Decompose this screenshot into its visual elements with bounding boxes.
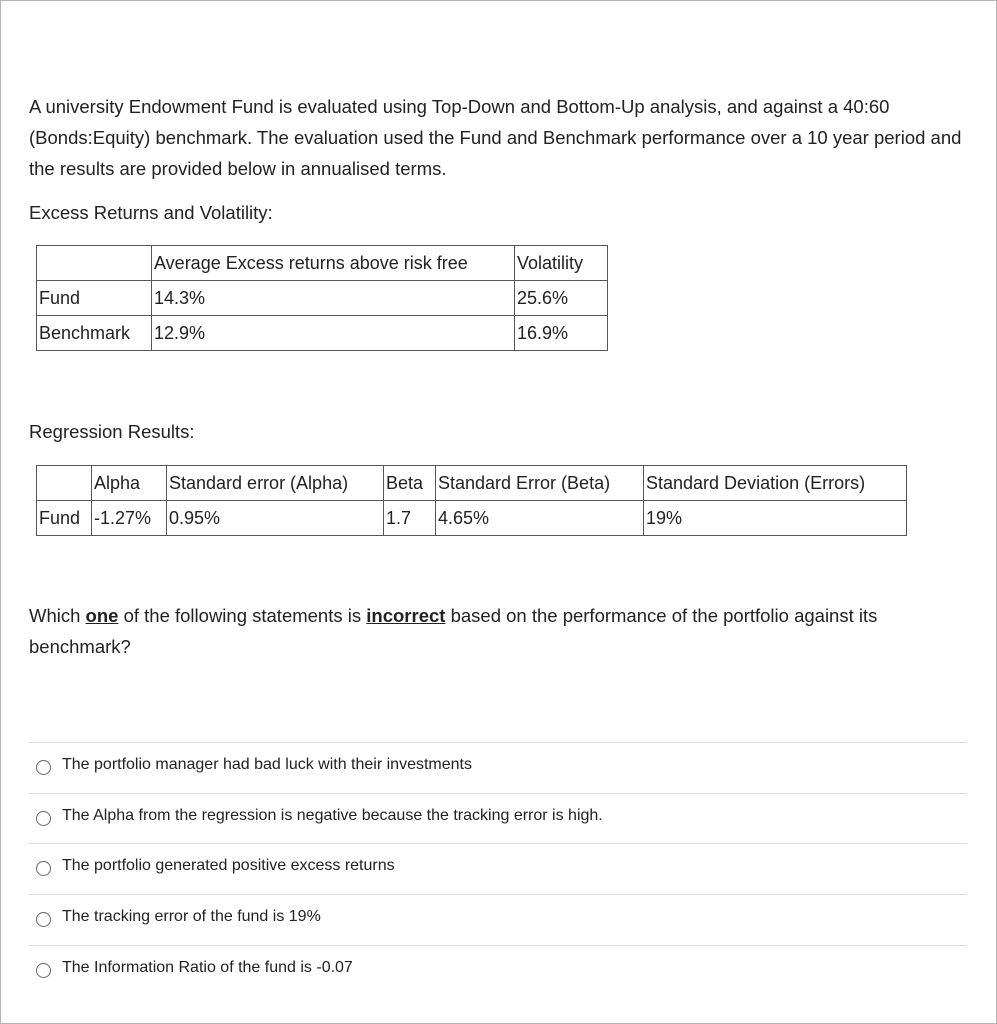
table-cell: 25.6%	[515, 281, 608, 316]
table-header-row	[37, 466, 907, 501]
option-label[interactable]: The portfolio manager had bad luck with their investments	[62, 756, 472, 773]
option-label[interactable]: The tracking error of the fund is 19%	[62, 908, 321, 925]
table-row	[37, 281, 608, 316]
table-cell: Fund	[37, 501, 92, 536]
option-label[interactable]: The Information Ratio of the fund is -0.07	[62, 959, 353, 976]
option-label[interactable]: The portfolio generated positive excess returns	[62, 857, 395, 874]
table-cell: Beta	[384, 466, 436, 501]
table-cell: Alpha	[92, 466, 167, 501]
excess-returns-label: Excess Returns and Volatility:	[29, 202, 273, 223]
table-row	[37, 501, 907, 536]
question-part: of the following statements is	[118, 605, 367, 626]
table-cell: Benchmark	[37, 316, 152, 351]
question-text	[29, 600, 969, 662]
table-cell: Fund	[37, 281, 152, 316]
question-part: based on the performance of the portfolio against its benchmark?	[29, 605, 878, 657]
table-cell: 4.65%	[436, 501, 644, 536]
answer-option[interactable]	[29, 945, 967, 996]
table-row	[37, 316, 608, 351]
answer-option[interactable]	[29, 742, 967, 793]
table-cell: Standard Deviation (Errors)	[644, 466, 907, 501]
option-label[interactable]: The Alpha from the regression is negative because the tracking error is high.	[62, 807, 603, 824]
table-cell: 0.95%	[167, 501, 384, 536]
table-header-row	[37, 246, 608, 281]
table-cell: -1.27%	[92, 501, 167, 536]
table-cell: Standard error (Alpha)	[167, 466, 384, 501]
table-cell: Standard Error (Beta)	[436, 466, 644, 501]
emphasis-incorrect: incorrect	[366, 605, 446, 626]
regression-results-table	[36, 465, 907, 536]
table-cell: 12.9%	[152, 316, 515, 351]
regression-results-label: Regression Results:	[29, 421, 195, 442]
answer-option[interactable]	[29, 894, 967, 945]
emphasis-one: one	[85, 605, 119, 626]
table-cell: 14.3%	[152, 281, 515, 316]
excess-returns-table	[36, 245, 608, 351]
intro-text: A university Endowment Fund is evaluated using Top-Down and Bottom-Up analysis, and against a 40:60 (Bonds:Equity) benchmark. The evaluation used the Fund and Benchmark performance over a 10 year period and the results are provided below in annualised terms.	[29, 96, 962, 179]
question-part: Which	[29, 605, 86, 626]
table-cell: 1.7	[384, 501, 436, 536]
table-cell	[37, 246, 152, 281]
answer-option[interactable]	[29, 843, 967, 894]
table-cell: 19%	[644, 501, 907, 536]
table-cell	[37, 466, 92, 501]
radio-button[interactable]	[36, 760, 51, 775]
table-cell: Volatility	[515, 246, 608, 281]
answer-option[interactable]	[29, 793, 967, 844]
radio-button[interactable]	[36, 811, 51, 826]
radio-button[interactable]	[36, 861, 51, 876]
radio-button[interactable]	[36, 963, 51, 978]
table-cell: Average Excess returns above risk free	[152, 246, 515, 281]
table-cell: 16.9%	[515, 316, 608, 351]
radio-button[interactable]	[36, 912, 51, 927]
